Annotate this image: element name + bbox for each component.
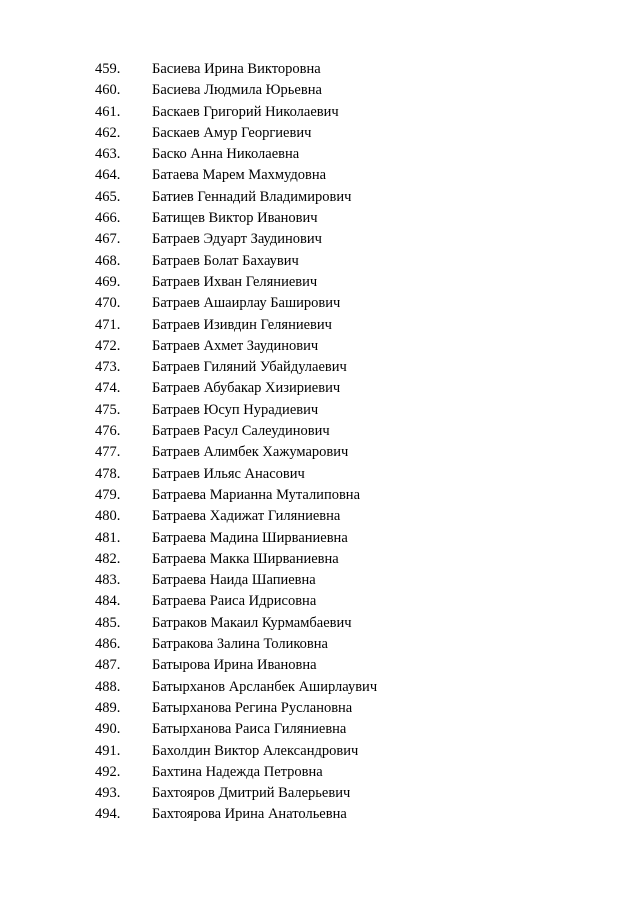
entry-full-name: Батырханова Регина Руслановна [152, 699, 353, 716]
list-item [95, 591, 377, 612]
list-item [95, 634, 377, 655]
list-item [95, 655, 377, 676]
entry-number: 469. [95, 273, 121, 290]
entry-number: 490. [95, 721, 121, 738]
entry-full-name: Батраев Абубакар Хизириевич [152, 380, 341, 397]
list-item [95, 783, 377, 804]
list-item [95, 293, 377, 314]
entry-number: 466. [95, 210, 121, 227]
entry-number: 465. [95, 188, 121, 205]
entry-number: 494. [95, 806, 121, 823]
list-item [95, 528, 377, 549]
list-item [95, 613, 377, 634]
list-item [95, 741, 377, 762]
entry-number: 484. [95, 593, 121, 610]
list-item [95, 336, 377, 357]
entry-full-name: Батраев Алимбек Хажумарович [152, 444, 349, 461]
entry-full-name: Батраева Хадижат Гиляниевна [152, 508, 341, 525]
entry-number: 459. [95, 61, 121, 77]
entry-number: 463. [95, 146, 121, 163]
entry-number: 461. [95, 103, 121, 120]
entry-full-name: Батраев Ильяс Анасович [152, 465, 305, 482]
entry-number: 476. [95, 423, 121, 440]
list-item [95, 251, 377, 272]
list-item [95, 144, 377, 165]
list-item [95, 549, 377, 570]
list-item [95, 272, 377, 293]
entry-full-name: Батырханова Раиса Гиляниевна [152, 721, 347, 738]
list-item [95, 208, 377, 229]
entry-full-name: Батракова Залина Толиковна [152, 636, 328, 653]
list-item [95, 59, 377, 80]
list-item [95, 570, 377, 591]
entry-number: 473. [95, 359, 121, 376]
entry-number: 481. [95, 529, 121, 546]
entry-full-name: Батраев Ахмет Заудинович [152, 337, 319, 354]
entry-full-name: Батищев Виктор Иванович [152, 210, 318, 227]
entry-number: 478. [95, 465, 121, 482]
list-item [95, 378, 377, 399]
entry-full-name: Батраева Макка Ширваниевна [152, 550, 339, 567]
entry-number: 487. [95, 657, 121, 674]
entry-full-name: Басиева Ирина Викторовна [152, 61, 321, 77]
entry-full-name: Бахтоярова Ирина Анатольевна [152, 806, 347, 823]
list-item [95, 804, 377, 825]
entry-full-name: Бахтояров Дмитрий Валерьевич [152, 785, 351, 802]
list-item [95, 229, 377, 250]
entry-number: 472. [95, 337, 121, 354]
entry-number: 483. [95, 572, 121, 589]
entry-number: 475. [95, 401, 121, 418]
entry-number: 480. [95, 508, 121, 525]
entry-full-name: Басиева Людмила Юрьевна [152, 82, 322, 99]
entry-number: 485. [95, 614, 121, 631]
entry-number: 488. [95, 678, 121, 695]
entry-full-name: Баскаев Амур Георгиевич [152, 124, 312, 141]
entry-full-name: Батраев Гиляний Убайдулаевич [152, 359, 347, 376]
list-item [95, 464, 377, 485]
entry-full-name: Баскаев Григорий Николаевич [152, 103, 339, 120]
list-item [95, 165, 377, 186]
entry-full-name: Баско Анна Николаевна [152, 146, 300, 163]
entry-full-name: Батаева Марем Махмудовна [152, 167, 327, 184]
list-item [95, 762, 377, 783]
entry-number: 470. [95, 295, 121, 312]
entry-number: 489. [95, 699, 121, 716]
entry-number: 482. [95, 550, 121, 567]
entry-full-name: Батраева Марианна Муталиповна [152, 486, 360, 503]
list-item [95, 315, 377, 336]
list-item [95, 442, 377, 463]
entry-full-name: Батраев Ашаирлау Баширович [152, 295, 341, 312]
entry-number: 468. [95, 252, 121, 269]
entry-full-name: Бахолдин Виктор Александрович [152, 742, 359, 759]
entry-number: 491. [95, 742, 121, 759]
entry-full-name: Бахтина Надежда Петровна [152, 763, 323, 780]
entry-number: 462. [95, 124, 121, 141]
entry-full-name: Батраева Наида Шапиевна [152, 572, 316, 589]
entry-full-name: Батраева Мадина Ширваниевна [152, 529, 348, 546]
entry-number: 460. [95, 82, 121, 99]
entry-number: 474. [95, 380, 121, 397]
entry-number: 467. [95, 231, 121, 248]
list-item [95, 80, 377, 101]
list-item [95, 357, 377, 378]
entry-full-name: Батраев Изивдин Геляниевич [152, 316, 332, 333]
entry-full-name: Батраев Эдуарт Заудинович [152, 231, 322, 248]
entry-full-name: Батраева Раиса Идрисовна [152, 593, 317, 610]
entry-full-name: Батраков Макаил Курмамбаевич [152, 614, 352, 631]
entry-full-name: Батраев Расул Салеудинович [152, 423, 330, 440]
entry-full-name: Батраев Ихван Геляниевич [152, 273, 318, 290]
list-item [95, 187, 377, 208]
entry-number: 464. [95, 167, 121, 184]
list-item [95, 719, 377, 740]
entry-number: 477. [95, 444, 121, 461]
entry-number: 471. [95, 316, 121, 333]
list-item [95, 485, 377, 506]
list-item [95, 698, 377, 719]
entry-number: 493. [95, 785, 121, 802]
list-item [95, 400, 377, 421]
entry-full-name: Батраев Болат Бахаувич [152, 252, 299, 269]
entry-full-name: Батырханов Арсланбек Аширлаувич [152, 678, 378, 695]
list-item [95, 102, 377, 123]
list-item [95, 421, 377, 442]
list-item [95, 506, 377, 527]
entry-full-name: Батиев Геннадий Владимирович [152, 188, 352, 205]
entry-number: 492. [95, 763, 121, 780]
entry-full-name: Батраев Юсуп Нурадиевич [152, 401, 319, 418]
entry-full-name: Батырова Ирина Ивановна [152, 657, 317, 674]
list-item [95, 123, 377, 144]
entry-number: 479. [95, 486, 121, 503]
name-list [95, 59, 377, 826]
entry-number: 486. [95, 636, 121, 653]
list-item [95, 677, 377, 698]
